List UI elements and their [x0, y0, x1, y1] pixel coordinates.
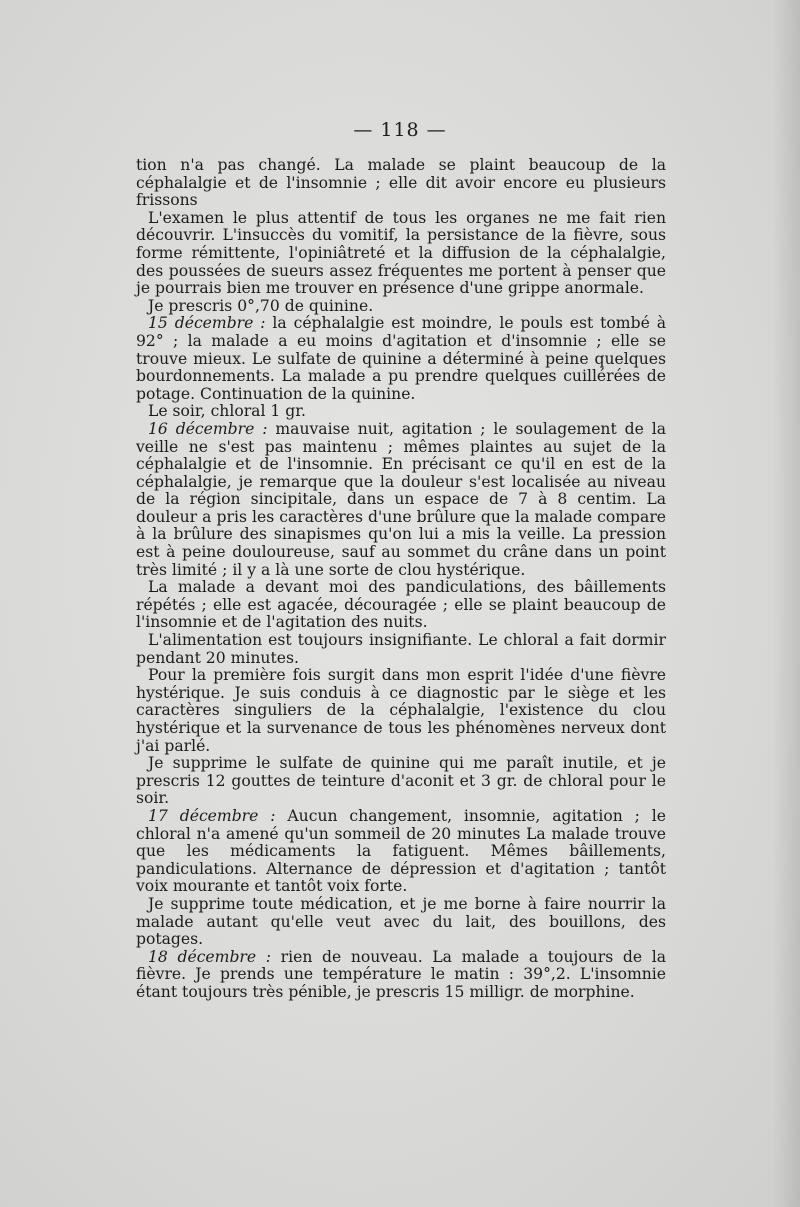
- date-label: 15 décembre :: [148, 314, 266, 333]
- page-edge-shadow: [772, 0, 800, 1207]
- paragraph-4: [136, 315, 666, 403]
- paragraph-12: Je supprime toute médication, et je me borne à faire nourrir la malade autant qu'elle veut avec du lait, des bouillons, des potages.: [136, 894, 666, 949]
- paragraph-text: Aucun changement, insomnie, agitation ; le chloral n'a amené qu'un sommeil de 20 minutes La malade trouve que les médicaments la fatiguent. Mêmes bâillements, pandiculations. Alternance de dépression et d'agitation ; tantôt voix mourante et tantôt voix forte.: [136, 806, 666, 896]
- paragraph-text: la céphalalgie est moindre, le pouls est tombé à 92° ; la malade a eu moins d'agitation et d'insomnie ; elle se trouve mieux. Le sulfate de quinine a déterminé à peine quelques bourdonnements. La malade a pu prendre quelques cuillérées de potage. Continuation de la quinine.: [136, 314, 666, 403]
- date-label: 18 décembre :: [148, 947, 272, 966]
- paragraph-7: La malade a devant moi des pandiculations, des bâillements répétés ; elle est agacée, découragée ; elle se plaint beaucoup de l'insomnie et de l'agitation des nuits.: [136, 578, 666, 632]
- paragraph-text: rien de nouveau. La malade a toujours de la fièvre. Je prends une température le matin : 39°,2. L'insomnie étant toujours très pénible, je prescris 15 milligr. de morphine.: [136, 947, 666, 1001]
- paragraph-11: [136, 808, 666, 896]
- date-label: 16 décembre :: [148, 419, 268, 438]
- paragraph-10: Je supprime le sulfate de quinine qui me paraît inutile, et je prescris 12 gouttes de teinture d'aconit et 3 gr. de chloral pour le soir.: [136, 754, 666, 808]
- paragraph-8: L'alimentation est toujours insignifiante. Le chloral a fait dormir pendant 20 minutes.: [136, 631, 666, 667]
- body-text: [136, 157, 666, 1002]
- date-label: 17 décembre :: [148, 806, 276, 825]
- paragraph-13: [136, 949, 666, 1002]
- paragraph-1: tion n'a pas changé. La malade se plaint beaucoup de la céphalalgie et de l'insomnie ; elle dit avoir encore eu plusieurs frissons: [136, 156, 666, 210]
- paragraph-2: L'examen le plus attentif de tous les organes ne me fait rien découvrir. L'insuccès du vomitif, la persistance de la fièvre, sous forme rémittente, l'opiniâtreté et la diffusion de la céphalalgie, des poussées de sueurs assez fréquentes me portent à penser que je pourrais bien me trouver en présence d'une grippe anormale.: [136, 208, 666, 298]
- paragraph-3: Je prescris 0°,70 de quinine.: [148, 296, 374, 315]
- paragraph-5: Le soir, chloral 1 gr.: [148, 402, 306, 421]
- paragraph-text: mauvaise nuit, agitation ; le soulagement de la veille ne s'est pas maintenu ; mêmes plaintes au sujet de la céphalalgie et de l'insomnie. En précisant ce qu'il en est de la céphalalgie, je remarque que la douleur s'est localisée au niveau de la région sincipitale, dans un espace de 7 à 8 centim. La douleur a pris les caractères d'une brûlure que la malade compare à la brûlure des sinapismes qu'on lui a mis la veille. La pression est à peine douloureuse, sauf au sommet du crâne dans un point très limité ; il y a là une sorte de clou hystérique.: [136, 419, 666, 579]
- paragraph-9: Pour la première fois surgit dans mon esprit l'idée d'une fièvre hystérique. Je suis conduis à ce diagnostic par le siège et les caractères singuliers de la céphalalgie, l'existence du clou hystérique et la survenance de tous les phénomènes nerveux dont j'ai parlé.: [136, 666, 666, 755]
- page-number: — 118 —: [353, 119, 447, 141]
- paragraph-6: [136, 421, 666, 579]
